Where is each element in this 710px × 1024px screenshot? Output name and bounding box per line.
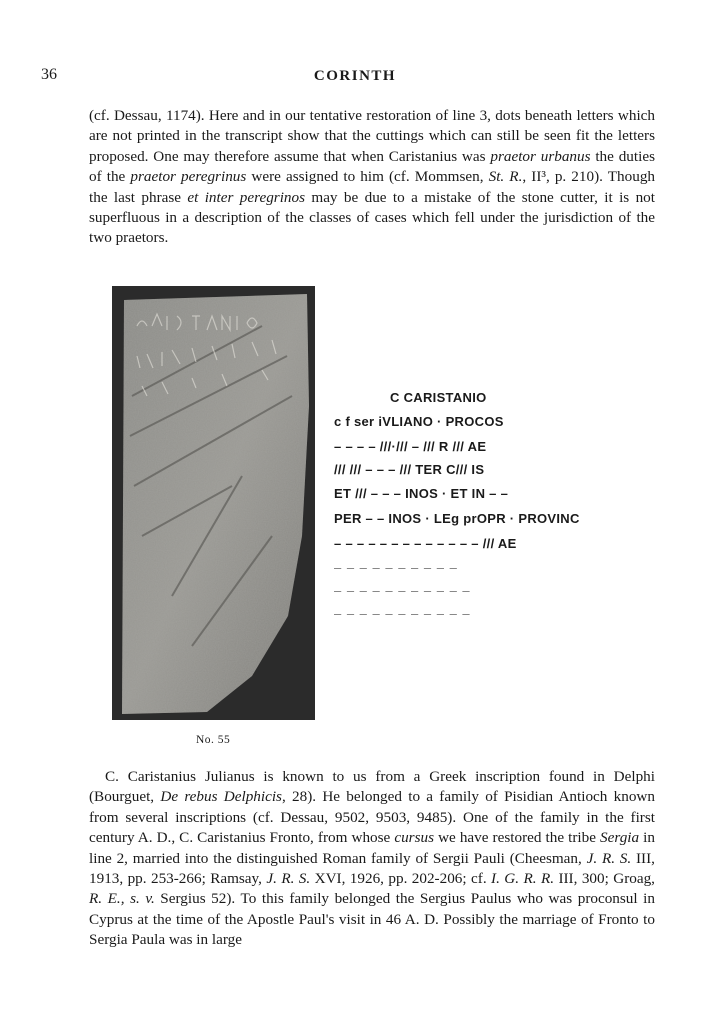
transcript-line: – – – – – – – – – – – <box>334 583 471 598</box>
transcript-line: /// /// – – – /// TER C/// IS <box>334 462 485 477</box>
transcript-line: – – – – ///·/// – /// R /// AE <box>334 439 487 454</box>
bottom-paragraph: C. Caristanius Julianus is known to us from a Greek inscription found in Delphi (Bourguet, De rebus Delphicis, 28). He belonged to a family of Pisidian Antioch known from several inscriptions (cf. Dessau, 9502, 9503, 9485). One of the family in the first century A. D., C. Caristanius Fronto, from whose cursus we have restored the tribe Sergia in line 2, married into the distinguished Roman family of Sergii Pauli (Cheesman, J. R. S. III, 1913, pp. 253-266; Ramsay, J. R. S. XVI, 1926, pp. 202-206; cf. I. G. R. R. III, 300; Groag, R. E., s. v. Sergius 52). To this family belonged the Sergius Paulus who was proconsul in Cyprus at the time of the Apostle Paul's visit in 46 A. D. Possibly the marriage of Fronto to Sergia Paula was in large <box>89 768 655 949</box>
transcript-line: c f ser iVLIANO · PROCOS <box>334 414 504 429</box>
transcript-line: – – – – – – – – – – – <box>334 606 471 621</box>
transcript-line: ET /// – – – INOS · ET IN – – <box>334 486 509 501</box>
running-head: CORINTH <box>313 68 397 84</box>
inscription-stone-photo <box>112 286 315 720</box>
transcript-line: – – – – – – – – – – – – – /// AE <box>334 536 517 551</box>
transcript-line: C CARISTANIO <box>390 390 487 405</box>
top-paragraph: (cf. Dessau, 1174). Here and in our tentative restoration of line 3, dots beneath letters which are not printed in the transcript show that the cuttings which can still be seen fit the letters proposed. One may therefore assume that when Caristanius was praetor urbanus the duties of the praetor peregrinus were assigned to him (cf. Mommsen, St. R., II³, p. 210). Though the last phrase et inter peregrinos may be due to a mistake of the stone cutter, it is not superfluous in a description of the classes of cases which fell under the jurisdiction of the two praetors. <box>89 107 656 247</box>
figure-caption: No. 55 <box>196 734 231 746</box>
transcript-line: PER – – INOS · LEg prOPR · PROVINC <box>334 511 580 526</box>
page-number: 36 <box>41 66 57 83</box>
transcript-line: – – – – – – – – – – <box>334 560 458 575</box>
